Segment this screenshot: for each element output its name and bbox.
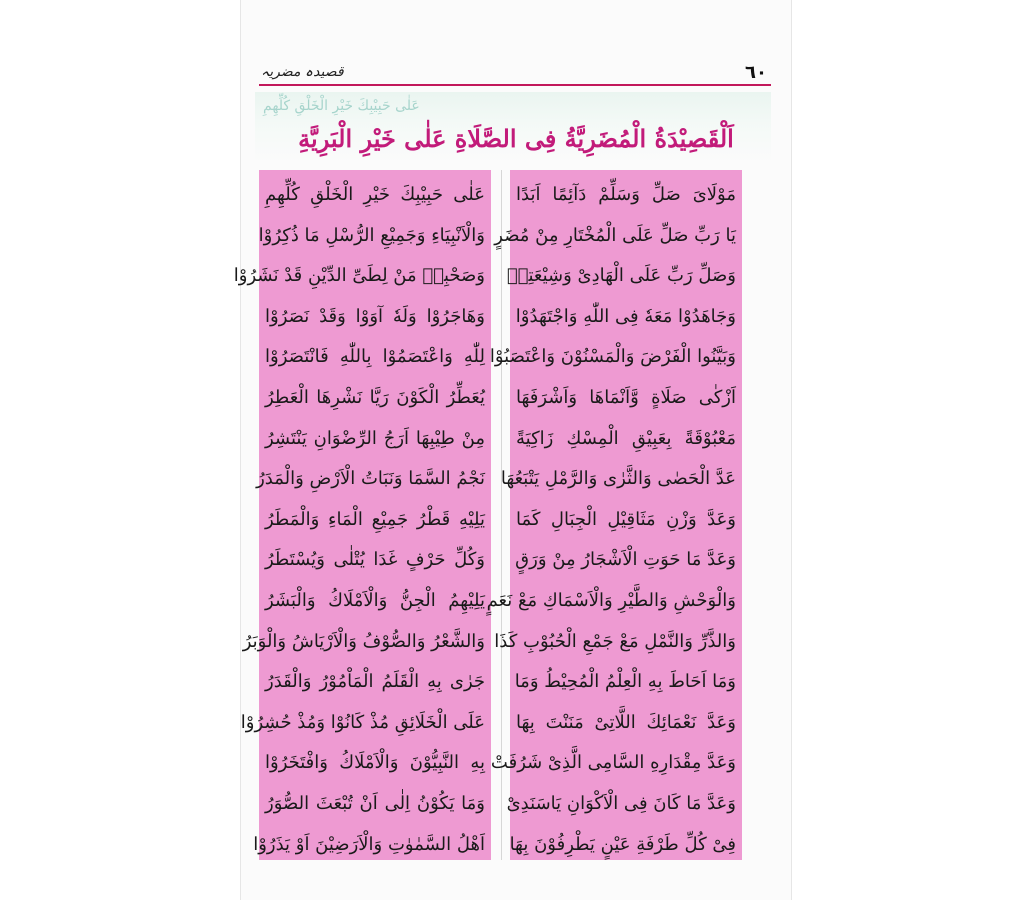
- verse-line: عَلٰی حَبِیْبِكَ خَیْرِ الْخَلْقِ كُلِّهِمِ: [265, 184, 485, 205]
- verse-line: اَهْلُ السَّمٰوٰتِ وَالْاَرَضِیْنَ اَوْ یَذَرُوْا: [253, 833, 485, 855]
- verse-line: وَالذَّرِّ وَالنَّمْلِ مَعْ جَمْعِ الْحُبُوْبِ كَذَا: [494, 630, 736, 652]
- verse-line: فِیْ كُلِّ طَرْفَةِ عَیْنٍ یَطْرِفُوْنَ بِهَا: [509, 833, 736, 855]
- verse-line: عَلَی الْخَلَائِقِ مُذْ كَانُوْا وَمُذْ حُشِرُوْا: [240, 711, 485, 733]
- verse-line: وَعَدَّ مَا كَانَ فِی الْاَكْوَانِ یَاسَنَدِیْ: [506, 793, 736, 814]
- verse-line: بِهِ النَّبِیُّوْنَ وَالْاَمْلَاكُ وَافْتَخَرُوْا: [265, 752, 485, 774]
- verse-line: وَصَحْبِهٖ مَنْ لِطَیِّ الدِّیْنِ قَدْ نَشَرُوْا: [233, 265, 485, 287]
- verse-line: یَا رَبِّ صَلِّ عَلَی الْمُخْتَارِ مِنْ مُضَرٍ: [494, 224, 736, 246]
- verse-line: وَالْاَنْبِیَاءِ وَجَمِیْعِ الرُّسْلِ مَا ذُكِرُوْا: [258, 224, 485, 246]
- running-title: قصیدہ مضریہ: [261, 64, 344, 80]
- verse-line: وَهَاجَرُوْا وَلَهٗ آوَوْا وَقَدْ نَصَرُوْا: [265, 305, 485, 327]
- right-verse-column: [486, 170, 742, 860]
- verse-line: یُعَطِّرُ الْكَوْنَ رَیَّا نَشْرِهَا الْعَطِرُ: [265, 387, 485, 408]
- verse-line: وَعَدَّ مِقْدَارِهِ السَّامِی الَّذِیْ شَرُفَتْ: [490, 752, 736, 774]
- verse-line: وَالْوَحْشِ وَالطَّیْرِ وَالْاَسْمَاكِ مَعْ نَعَمٍ: [486, 590, 736, 611]
- verse-line: مَعْبُوْقَةً بِعَبِیْقِ الْمِسْكِ زَاكِیَةً: [516, 427, 736, 449]
- verse-line: عَدَّ الْحَصٰی وَالثَّرٰی وَالرَّمْلِ یَتْبَعُهَا: [500, 468, 736, 490]
- verse-line: یَلِیْهِمُ الْجِنُّ وَالْاَمْلَاكُ وَالْبَشَرُ: [265, 590, 485, 611]
- verse-line: وَمَا اَحَاطَ بِهِ الْعِلْمُ الْمُحِیْطُ وَمَا: [514, 671, 736, 693]
- verse-line: وَبَیَّنُوا الْفَرْضَ وَالْمَسْنُوْنَ وَاعْتَصَبُوْا: [489, 346, 736, 368]
- verse-line: وَالشَّعْرُ وَالصُّوْفُ وَالْاَرْیَاشُ وَالْوَبَرُ: [242, 630, 485, 652]
- verse-line: وَعَدَّ نَعْمَائِكَ اللَّاتِیْ مَنَنْتَ بِهَا: [516, 711, 736, 733]
- verse-line: جَرٰی بِهِ الْقَلَمُ الْمَاْمُوْرُ وَالْقَدَرُ: [265, 671, 485, 693]
- verse-line: مَوْلَایَ صَلِّ وَسَلِّمْ دَآئِمًا اَبَدًا: [516, 184, 736, 205]
- left-verse-list: [233, 170, 491, 860]
- bleed-through-text: عَلٰی حَبِیْبِكَ خَیْرِ الْخَلْقِ كُلِّهِمِ: [263, 98, 420, 114]
- left-verse-column: [233, 170, 491, 860]
- page-number: ٦٠: [745, 62, 767, 83]
- poem-title: اَلْقَصِیْدَةُ الْمُضَرِیَّةُ فِی الصَّلَاةِ عَلٰی خَیْرِ الْبَرِیَّةِ: [298, 124, 734, 153]
- verse-line: وَصَلِّ رَبِّ عَلَی الْهَادِیْ وَشِیْعَتِهٖ: [506, 265, 736, 287]
- verse-line: وَعَدَّ وَزْنِ مَثَاقِیْلِ الْجِبَالِ كَمَا: [516, 508, 736, 530]
- verse-line: مِنْ طِیْبِهَا اَرَجُ الرِّضْوَانِ یَنْتَشِرُ: [265, 427, 485, 449]
- verse-line: وَجَاهَدُوْا مَعَهٗ فِی اللّٰهِ وَاجْتَهَدُوْا: [515, 305, 736, 327]
- book-page: [233, 0, 792, 900]
- verse-line: یَلِیْهِ قَطْرُ جَمِیْعِ الْمَاءِ وَالْمَطَرُ: [265, 508, 485, 530]
- verse-line: نَجْمُ السَّمَا وَنَبَاتُ الْاَرْضِ وَالْمَدَرُ: [256, 468, 485, 490]
- right-verse-list: [486, 170, 742, 860]
- verse-line: لِلّٰهِ وَاعْتَصَمُوْا بِاللّٰهِ فَانْتَصَرُوْا: [265, 346, 485, 368]
- verse-line: اَزْکٰی صَلَاةٍ وَّاَنْمَاهَا وَاَشْرَفَهَا: [516, 387, 736, 408]
- verse-line: وَمَا یَكُوْنُ اِلٰی اَنْ تُبْعَثَ الصُّوَرُ: [265, 793, 485, 814]
- header-rule: [259, 84, 771, 86]
- verse-line: وَعَدَّ مَا حَوَتِ الْاَشْجَارُ مِنْ وَرَقٍ: [515, 549, 736, 571]
- verse-line: وَكُلِّ حَرْفٍ غَدَا یُتْلٰی وَیُسْتَطَرُ: [265, 549, 485, 571]
